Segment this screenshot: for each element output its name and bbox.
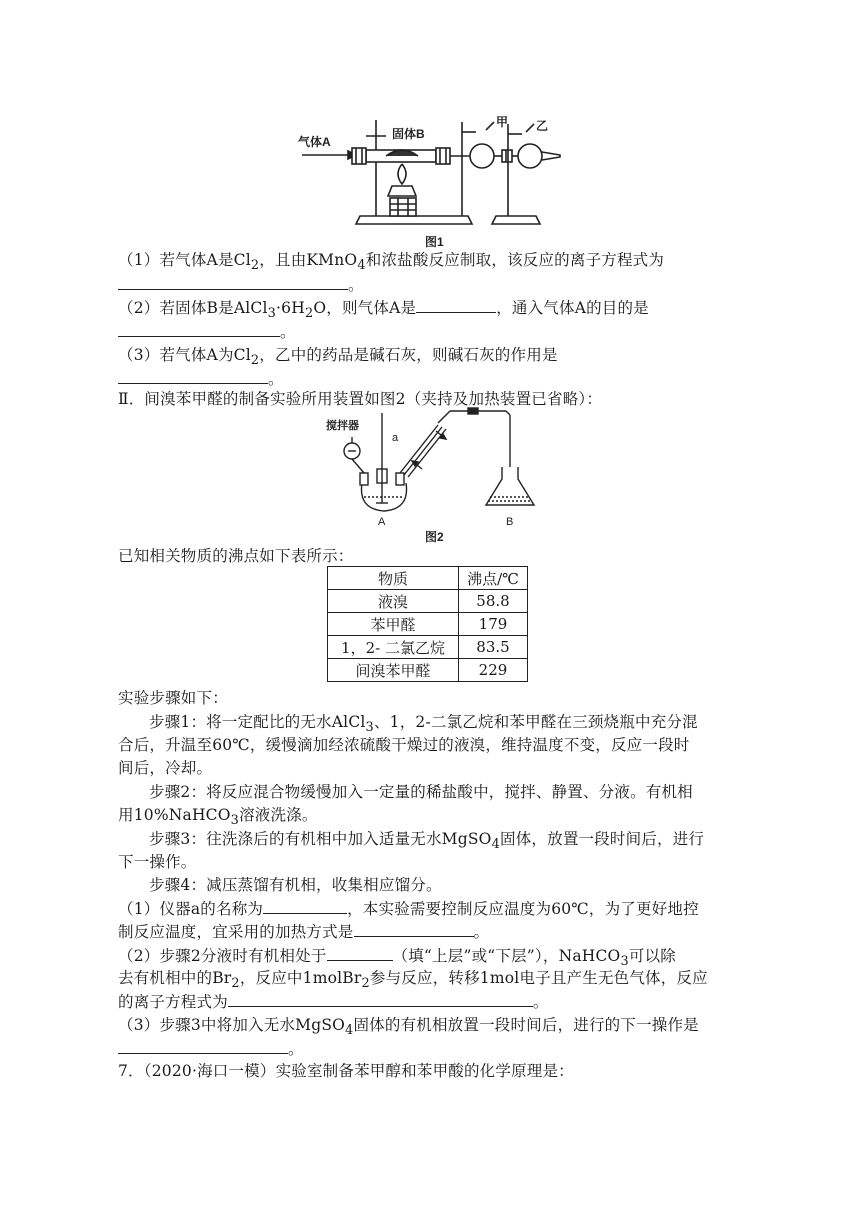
table-row	[328, 613, 528, 636]
table-header-cell: 沸点/℃	[459, 567, 528, 590]
table-cell: 229	[459, 659, 528, 682]
answer-blank[interactable]	[118, 273, 348, 290]
fig2-B-label: B	[506, 516, 514, 527]
question-1-3-answer: 。	[118, 367, 284, 390]
question-7-heading: 7．（2020·海口一模）实验室制备苯甲醇和苯甲酸的化学原理是：	[118, 1062, 574, 1080]
step-4-line-1: 步骤4：减压蒸馏有机相，收集相应馏分。	[149, 876, 442, 894]
table-cell: 179	[459, 613, 528, 636]
step-1-line-3: 间后，冷却。	[118, 759, 213, 777]
answer-blank[interactable]	[228, 990, 533, 1007]
question-2-2-line-1: （2）步骤2分液时有机相处于 （填“上层”或“下层”），NaHCO$_3$可以除	[118, 944, 676, 973]
step-2-line-2: 用10%NaHCO$_3$溶液洗涤。	[118, 806, 318, 829]
step-3-line-2: 下一操作。	[118, 853, 197, 871]
steps-intro: 实验步骤如下：	[118, 689, 228, 707]
table-header-cell: 物质	[328, 567, 459, 590]
answer-blank[interactable]	[118, 367, 268, 384]
question-1-2-answer: 。	[118, 320, 296, 343]
figure-1-caption: 图1	[425, 235, 444, 249]
question-1-1-answer: 。	[118, 273, 364, 296]
question-1-3: （3）若气体A为$Cl_2$，乙中的药品是碱石灰，则碱石灰的作用是	[118, 346, 558, 369]
table-cell: 1，2- 二氯乙烷	[328, 636, 459, 659]
question-2-3-line-2: 。	[118, 1037, 304, 1060]
table-cell: 苯甲醛	[328, 613, 459, 636]
table-row	[328, 659, 528, 682]
answer-blank[interactable]	[118, 1037, 288, 1054]
part-2-heading: Ⅱ．间溴苯甲醛的制备实验所用装置如图2（夹持及加热装置已省略）：	[118, 390, 603, 408]
table-row	[328, 590, 528, 613]
fig2-a-label: a	[392, 432, 399, 444]
figure-2-caption: 图2	[425, 530, 444, 544]
question-2-2-line-2: 去有机相中的$Br_2$，反应中1molBr$_2$参与反应，转移1mol电子且产生无色气体，反应	[118, 969, 708, 992]
question-2-1-line-2: 制反应温度，宜采用的加热方式是 。	[118, 920, 489, 943]
answer-blank[interactable]	[354, 920, 474, 937]
answer-blank[interactable]	[118, 320, 280, 337]
question-2-2-line-3: 的离子方程式为 。	[118, 990, 549, 1013]
fig1-gas-a-label: 气体A	[298, 135, 331, 149]
table-intro: 已知相关物质的沸点如下表所示：	[118, 547, 354, 565]
table-cell: 83.5	[459, 636, 528, 659]
step-2-line-1: 步骤2：将反应混合物缓慢加入一定量的稀盐酸中，搅拌、静置、分液。有机相	[149, 783, 693, 801]
step-3-line-1: 步骤3：往洗涤后的有机相中加入适量无水MgSO$_4$固体，放置一段时间后，进行	[149, 830, 705, 853]
step-1-line-1: 步骤1：将一定配比的无水AlCl$_3$、1，2-二氯乙烷和苯甲醛在三颈烧瓶中充分混	[149, 713, 698, 736]
answer-blank[interactable]	[416, 296, 496, 313]
fig2-A-label: A	[378, 516, 386, 527]
table-row	[328, 636, 528, 659]
answer-blank[interactable]	[327, 944, 393, 961]
fig1-solid-b-label: 固体B	[392, 127, 425, 141]
table-cell: 间溴苯甲醛	[328, 659, 459, 682]
boiling-point-table	[327, 566, 528, 682]
table-cell: 液溴	[328, 590, 459, 613]
question-2-3-line-1: （3）步骤3中将加入无水MgSO$_4$固体的有机相放置一段时间后，进行的下一操作是	[118, 1016, 699, 1039]
step-1-line-2: 合后，升温至60℃，缓慢滴加经浓硫酸干燥过的液溴，维持温度不变，反应一段时	[118, 736, 690, 754]
table-cell: 58.8	[459, 590, 528, 613]
question-1-2: （2）若固体B是$AlCl_3\cdot 6H_2O$，则气体A是 ，通入气体A的目的是	[118, 296, 649, 325]
figure-2-apparatus	[322, 405, 544, 527]
question-1-1: （1）若气体A是$Cl_2$，且由KMnO$_4$和浓盐酸反应制取，该反应的离子方程式为	[118, 251, 665, 274]
figure-1-apparatus	[290, 112, 580, 232]
fig2-stirrer-label: 搅拌器	[326, 420, 359, 432]
question-2-1-line-1: （1）仪器a的名称为 ，本实验需要控制反应温度为60℃，为了更好地控	[118, 897, 699, 920]
fig1-jia-label: 甲	[496, 115, 509, 129]
table-header-row	[328, 567, 528, 590]
answer-blank[interactable]	[263, 897, 347, 914]
fig1-yi-label: 乙	[536, 119, 549, 133]
